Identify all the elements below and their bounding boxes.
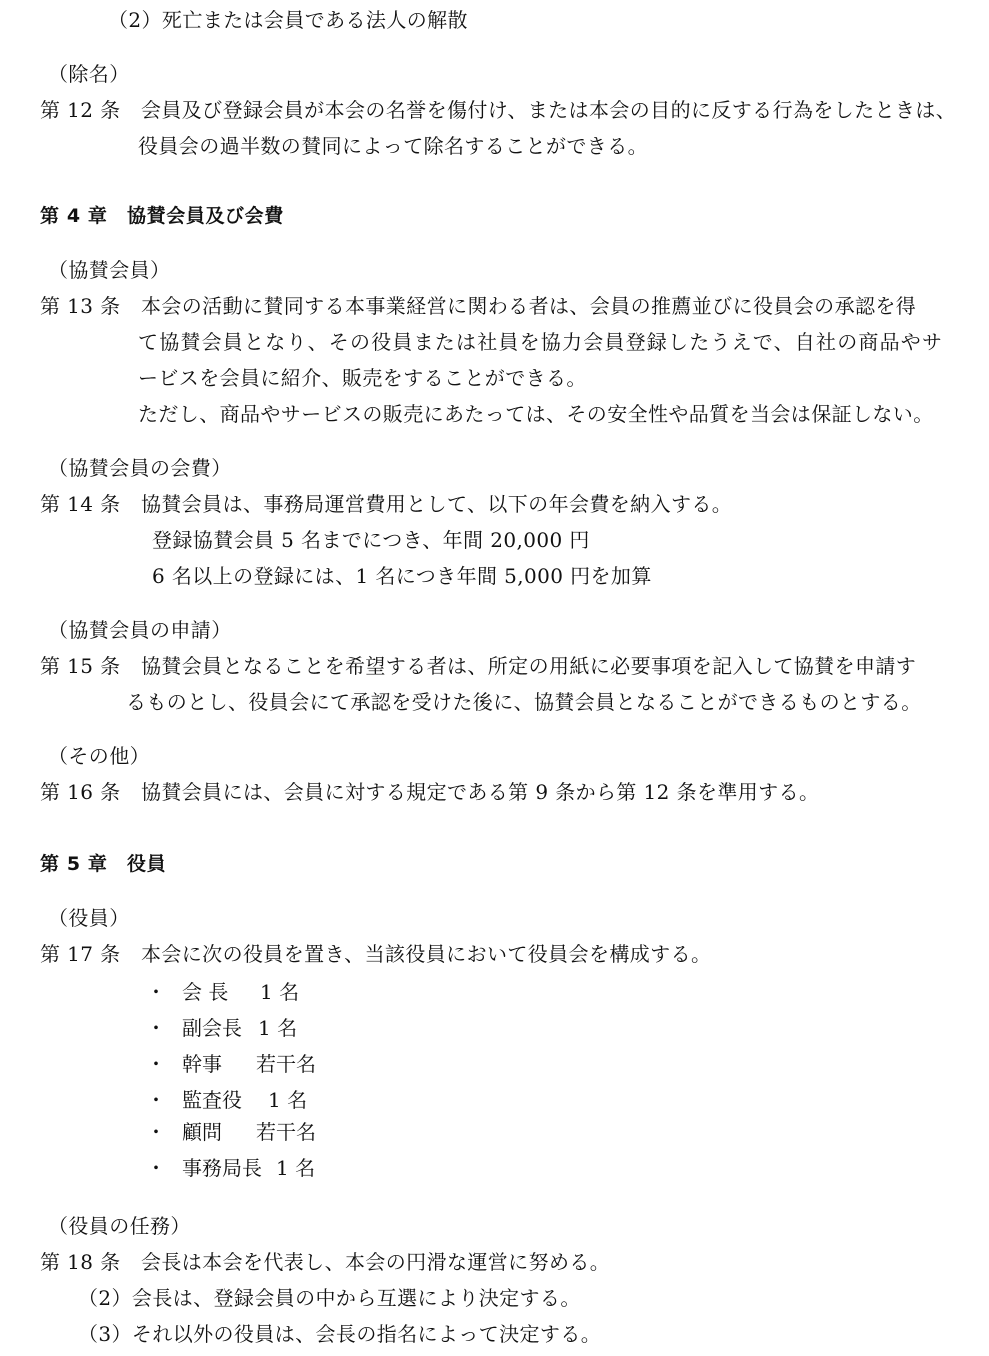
officer-role: 会 長 <box>182 980 229 1004</box>
officer-role: 顧問 <box>182 1120 222 1144</box>
officer-count: 1 名 <box>258 1016 298 1040</box>
officer-count: 若干名 <box>256 1052 316 1076</box>
article-15-heading: （協賛会員の申請） <box>48 618 232 642</box>
chapter-4-title: 第 4 章 協賛会員及び会費 <box>40 205 284 227</box>
officer-count: 1 名 <box>276 1156 316 1180</box>
officer-role: 副会長 <box>182 1016 242 1040</box>
officer-count: 若干名 <box>256 1120 316 1144</box>
chapter-5-title: 第 5 章 役員 <box>40 853 167 875</box>
article-17-heading: （役員） <box>48 906 130 930</box>
article-13-heading: （協賛会員） <box>48 258 171 282</box>
bullet-mark: ・ <box>146 1052 166 1076</box>
article-16-line-1: 第 16 条 協賛会員には、会員に対する規定である第 9 条から第 12 条を準用する。 <box>40 780 820 804</box>
article-15-line-1: 第 15 条 協賛会員となることを希望する者は、所定の用紙に必要事項を記入して協賛を申請す <box>40 654 917 678</box>
officer-count: 1 名 <box>260 980 300 1004</box>
bullet-mark: ・ <box>146 1088 166 1112</box>
article-13-line-3: ービスを会員に紹介、販売をすることができる。 <box>138 366 587 390</box>
officer-count: 1 名 <box>268 1088 308 1112</box>
officer-role: 監査役 <box>182 1088 242 1112</box>
article-14-line-1: 第 14 条 協賛会員は、事務局運営費用として、以下の年会費を納入する。 <box>40 492 733 516</box>
officer-role: 事務局長 <box>182 1156 262 1180</box>
bullet-mark: ・ <box>146 1120 166 1144</box>
article-12-line-2: 役員会の過半数の賛同によって除名することができる。 <box>138 134 648 158</box>
article-14-fee-1: 登録協賛会員 5 名までにつき、年間 20,000 円 <box>152 528 590 552</box>
article-15-line-2: るものとし、役員会にて承認を受けた後に、協賛会員となることができるものとする。 <box>126 690 922 714</box>
article-12-line-1: 第 12 条 会員及び登録会員が本会の名誉を傷付け、または本会の目的に反する行為をしたときは、 <box>40 98 957 122</box>
article-16-heading: （その他） <box>48 744 150 768</box>
article-14-heading: （協賛会員の会費） <box>48 456 232 480</box>
officer-role: 幹事 <box>182 1052 222 1076</box>
bullet-mark: ・ <box>146 1156 166 1180</box>
bullet-mark: ・ <box>146 1016 166 1040</box>
article-18-line-1: 第 18 条 会長は本会を代表し、本会の円滑な運営に努める。 <box>40 1250 611 1274</box>
article-13-line-4: ただし、商品やサービスの販売にあたっては、その安全性や品質を当会は保証しない。 <box>138 402 934 426</box>
article-17-line-1: 第 17 条 本会に次の役員を置き、当該役員において役員会を構成する。 <box>40 942 712 966</box>
article-13-line-2: て協賛会員となり、その役員または社員を協力会員登録したうえで、自社の商品やサ <box>138 330 944 354</box>
article-18-item-2: （2）会長は、登録会員の中から互選により決定する。 <box>78 1286 581 1310</box>
article-12-heading: （除名） <box>48 62 130 86</box>
article-13-line-1: 第 13 条 本会の活動に賛同する本事業経営に関わる者は、会員の推薦並びに役員会の承認を得 <box>40 294 917 318</box>
article-14-fee-2: 6 名以上の登録には、1 名につき年間 5,000 円を加算 <box>152 564 652 588</box>
article-18-heading: （役員の任務） <box>48 1214 191 1238</box>
article-18-item-3: （3）それ以外の役員は、会長の指名によって決定する。 <box>78 1322 602 1346</box>
bullet-mark: ・ <box>146 980 166 1004</box>
dissolution-item: （2）死亡または会員である法人の解散 <box>108 8 468 32</box>
